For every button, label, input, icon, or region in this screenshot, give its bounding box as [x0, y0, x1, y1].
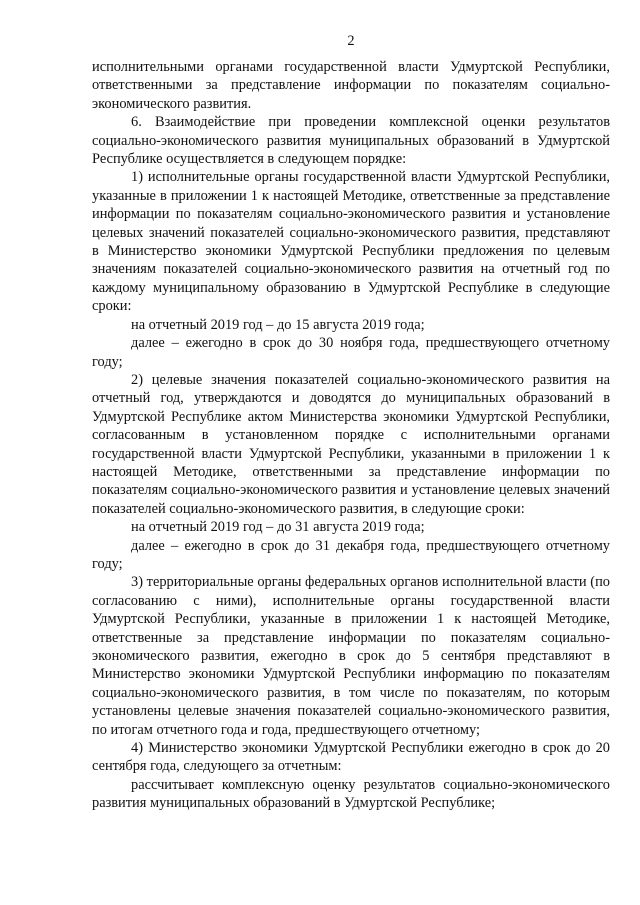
paragraph-deadline-annual-dec-31: далее – ежегодно в срок до 31 декабря года, предшествующего отчетному году; [92, 537, 610, 572]
paragraph-subitem-4: 4) Министерство экономики Удмуртской Республики ежегодно в срок до 20 сентября года, следующего за отчетным: [92, 740, 610, 775]
paragraph-deadline-2019-aug-15: на отчетный 2019 год – до 15 августа 2019 года; [131, 316, 425, 333]
paragraph-deadline-annual-nov-30: далее – ежегодно в срок до 30 ноября года, предшествующего отчетному году; [92, 335, 610, 370]
paragraph-continuation: исполнительными органами государственной власти Удмуртской Республики, ответственными за представление информации по показателям социально-экономического развития. [92, 59, 610, 112]
paragraph-subitem-1: 1) исполнительные органы государственной власти Удмуртской Республики, указанные в приложении 1 к настоящей Методике, ответственные за представление информации по показателям социально-экономического развития и установление целевых значений показателей социально-экономического развития, представляют в Министерство экономики Удмуртской Республики предложения по целевым значениям показателей социально-экономического развития на отчетный год по каждому муниципальному образованию в Удмуртской Республике в следующие сроки: [92, 169, 610, 315]
paragraph-item-6: 6. Взаимодействие при проведении комплексной оценки результатов социально-экономического развития муниципальных образований в Удмуртской Республике осуществляется в следующем порядке: [92, 114, 610, 168]
paragraph-subitem-2: 2) целевые значения показателей социально-экономического развития на отчетный год, утверждаются и доводятся до муниципальных образований в Удмуртской Республике актом Министерства экономики Удмуртской Республики, согласованным в установленном порядке с исполнительными органами государственной власти Удмуртской Республики, указанными в приложении 1 к настоящей Методике, ответственными за представление информации по показателям социально-экономического развития и установление целевых значений показателей социально-экономического развития, в следующие сроки: [92, 371, 610, 517]
paragraph-calculates-assessment: рассчитывает комплексную оценку результатов социально-экономического развития муниципальных образований в Удмуртской Республике; [92, 776, 610, 812]
page-number: 2 [347, 33, 355, 49]
paragraph-deadline-2019-aug-31: на отчетный 2019 год – до 31 августа 2019 года; [131, 519, 425, 536]
document-body [92, 58, 610, 813]
paragraph-subitem-3: 3) территориальные органы федеральных органов исполнительной власти (по согласованию с ними), исполнительные органы государственной власти Удмуртской Республики, указанные в приложении 1 к настоящей Методике, ответственные за представление информации по показателям социально-экономического развития, ежегодно в срок до 5 сентября представляют в Министерство экономики Удмуртской Республики информацию по показателям социально-экономического развития, в том числе по показателям, по которым установлены целевые значения показателей социально-экономического развития, по итогам отчетного года и года, предшествующего отчетному; [92, 574, 610, 738]
